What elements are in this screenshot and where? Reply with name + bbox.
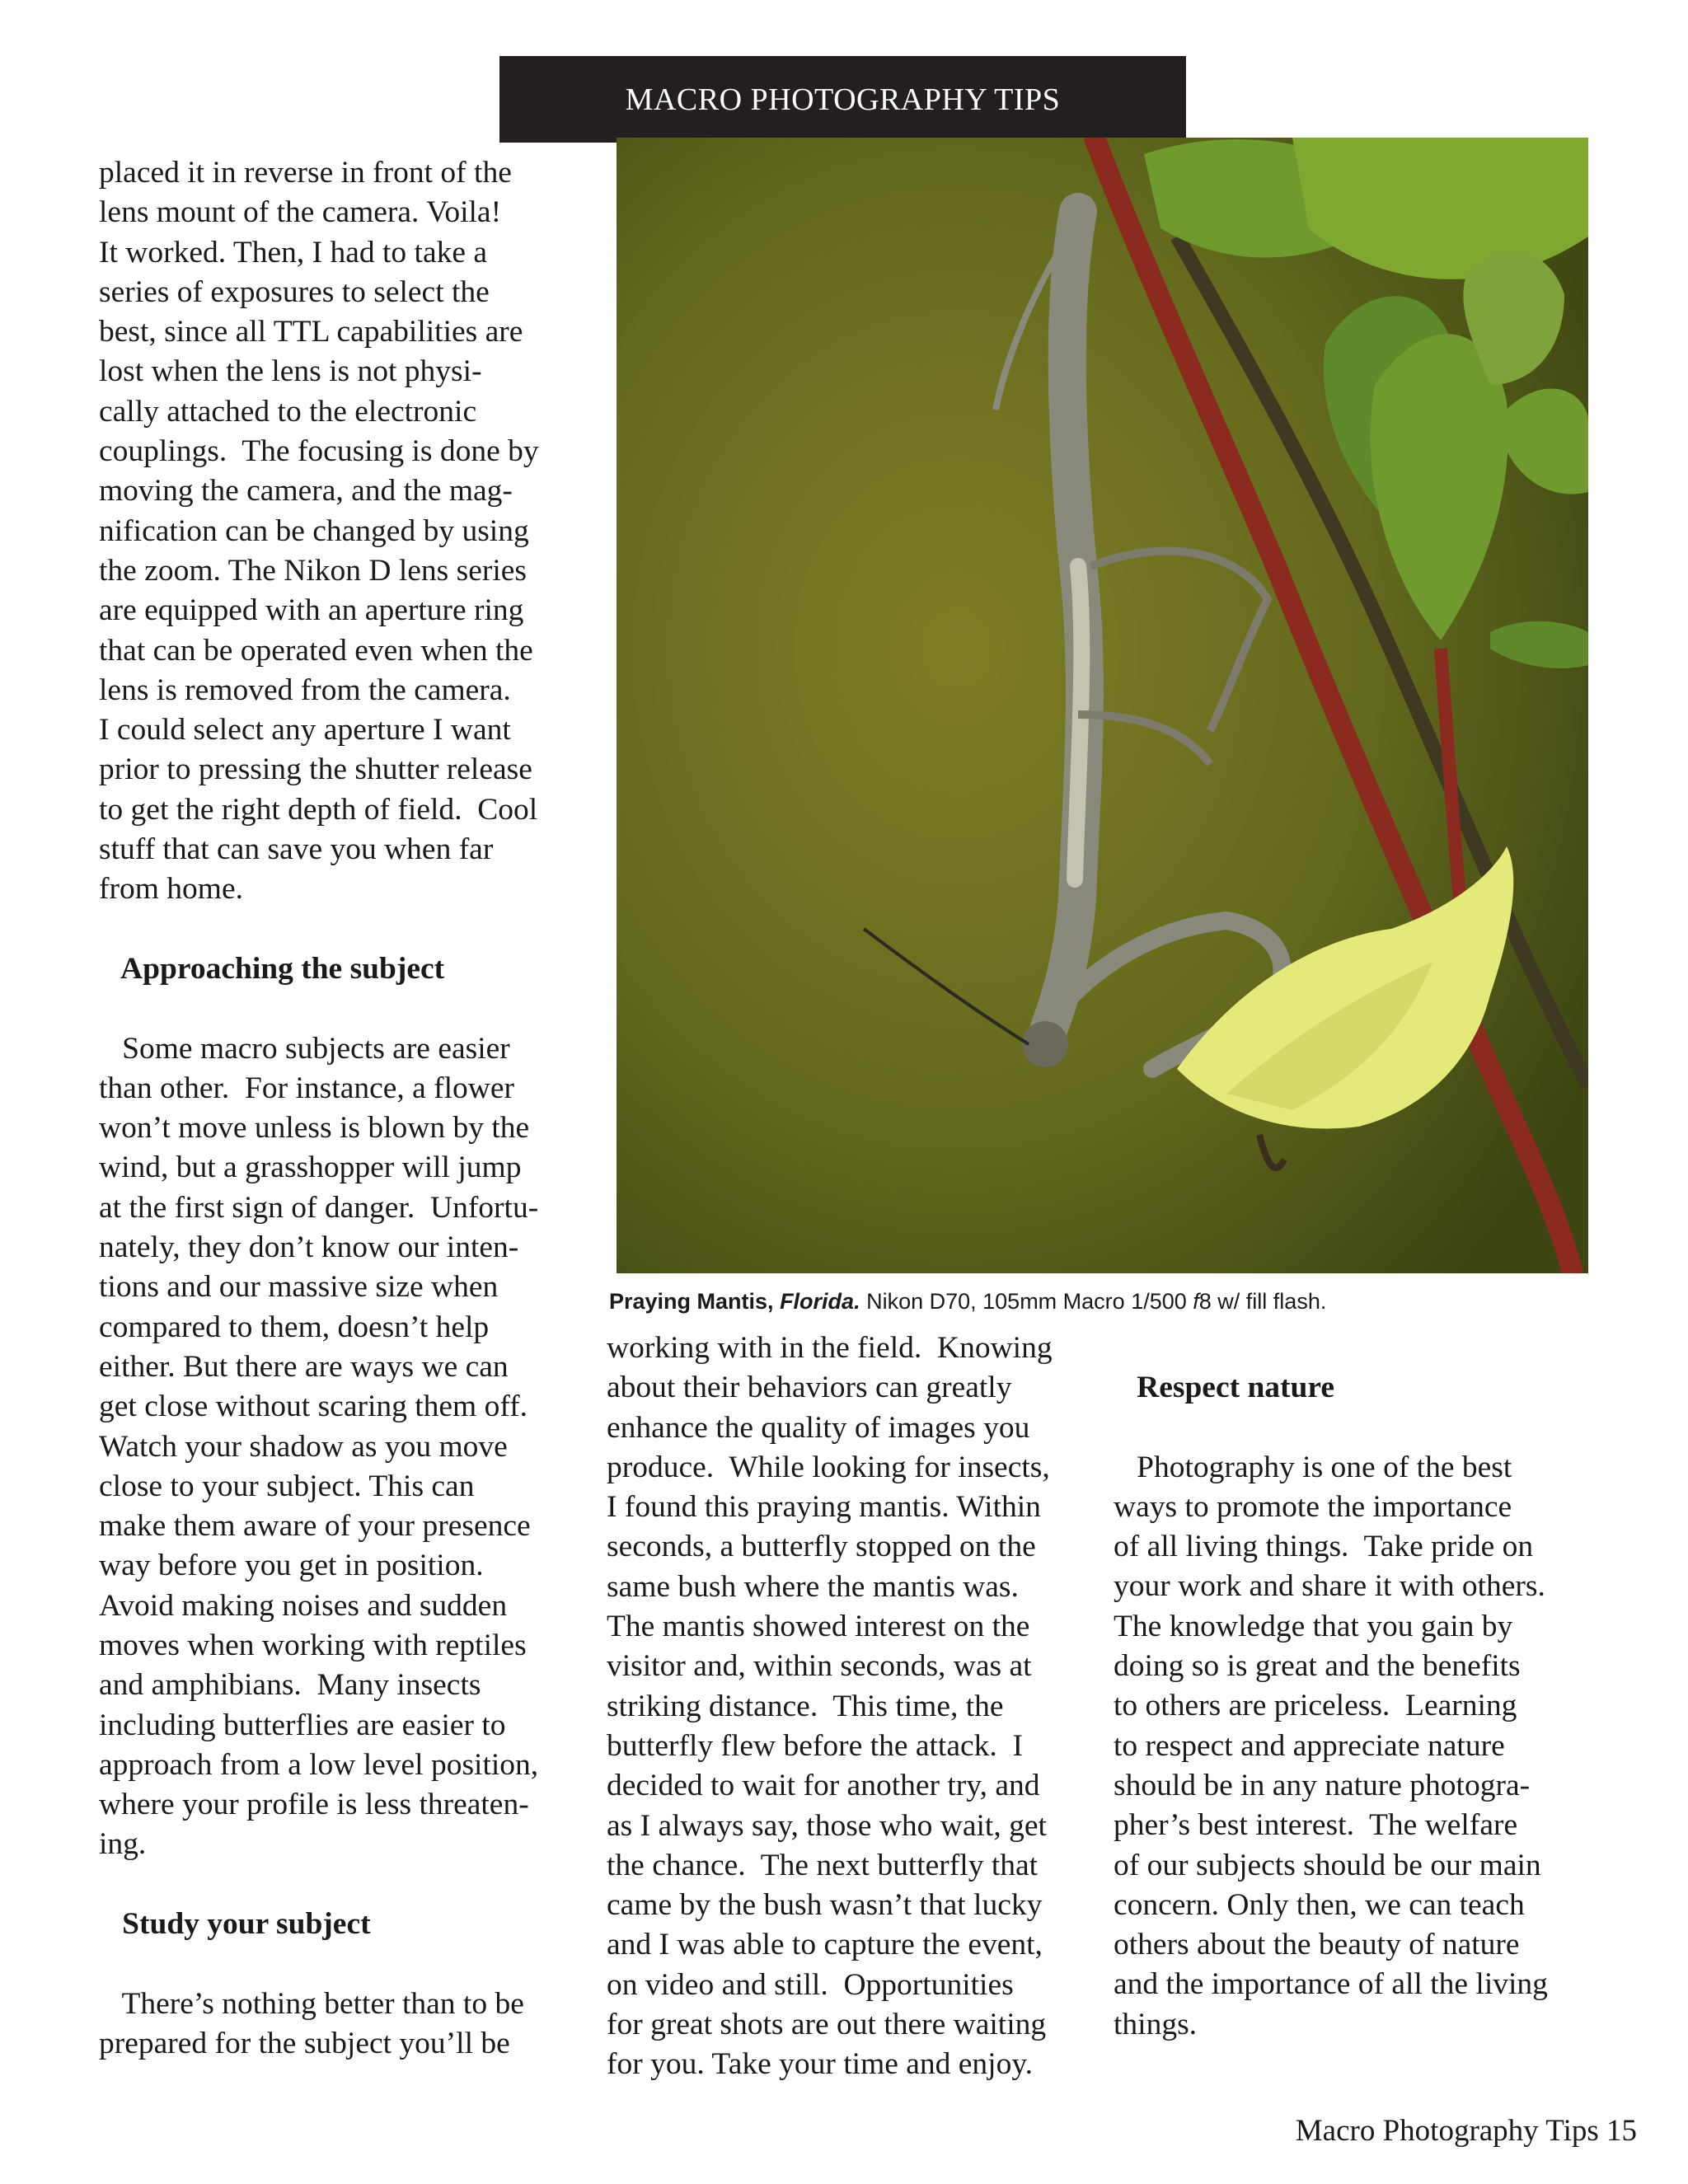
text-line: should be in any nature photogra- bbox=[1114, 1768, 1531, 1802]
text-line: came by the bush wasn’t that lucky bbox=[607, 1888, 1043, 1923]
text-line: for great shots are out there waiting bbox=[607, 2008, 1047, 2042]
text-line: things. bbox=[1114, 2007, 1198, 2041]
text-line: visitor and, within seconds, was at bbox=[607, 1649, 1032, 1684]
text-line: tions and our massive size when bbox=[99, 1270, 499, 1305]
text-line: prepared for the subject you’ll be bbox=[99, 2026, 510, 2060]
text-line: butterfly flew before the attack. I bbox=[607, 1728, 1023, 1763]
text-line: ing. bbox=[99, 1827, 147, 1862]
text-line: couplings. The focusing is done by bbox=[99, 434, 539, 469]
text-line: are equipped with an aperture ring bbox=[99, 593, 524, 628]
section-heading: Respect nature bbox=[1114, 1371, 1335, 1404]
text-line: the chance. The next butterfly that bbox=[607, 1848, 1039, 1882]
text-line: placed it in reverse in front of the bbox=[99, 156, 512, 190]
text-line: same bush where the mantis was. bbox=[607, 1569, 1019, 1604]
text-line: lost when the lens is not physi- bbox=[99, 354, 482, 389]
text-line: Watch your shadow as you move bbox=[99, 1429, 508, 1464]
text-line: stuff that can save you when far bbox=[99, 832, 494, 867]
text-line: others about the beauty of nature bbox=[1114, 1928, 1520, 1962]
caption-subject: Praying Mantis, bbox=[609, 1289, 774, 1314]
text-line: seconds, a butterfly stopped on the bbox=[607, 1530, 1036, 1564]
text-line: to respect and appreciate nature bbox=[1114, 1728, 1505, 1763]
text-line: There’s nothing better than to be bbox=[99, 1986, 524, 2021]
section-heading: Study your subject bbox=[99, 1907, 371, 1942]
text-line: Some macro subjects are easier bbox=[99, 1031, 510, 1066]
text-line: the zoom. The Nikon D lens series bbox=[99, 553, 527, 588]
text-line: series of exposures to select the bbox=[99, 274, 490, 309]
text-line: Avoid making noises and sudden bbox=[99, 1588, 508, 1623]
text-line: prior to pressing the shutter release bbox=[99, 752, 532, 787]
text-line: where your profile is less threaten- bbox=[99, 1788, 529, 1822]
text-line: your work and share it with others. bbox=[1114, 1569, 1545, 1604]
text-line: as I always say, those who wait, get bbox=[607, 1808, 1047, 1843]
text-line: I could select any aperture I want bbox=[99, 713, 511, 748]
text-line: to others are priceless. Learning bbox=[1114, 1689, 1517, 1723]
caption-details-b: 8 w/ fill flash. bbox=[1198, 1289, 1327, 1314]
text-line: pher’s best interest. The welfare bbox=[1114, 1808, 1518, 1843]
text-line: wind, but a grasshopper will jump bbox=[99, 1151, 522, 1185]
text-line: nification can be changed by using bbox=[99, 513, 529, 548]
text-line: The mantis showed interest on the bbox=[607, 1610, 1030, 1644]
text-line: working with in the field. Knowing bbox=[607, 1331, 1053, 1365]
text-line: at the first sign of danger. Unfortu- bbox=[99, 1190, 539, 1225]
photo-caption bbox=[609, 1287, 1598, 1315]
praying-mantis-illustration bbox=[617, 138, 1588, 1273]
text-line: striking distance. This time, the bbox=[607, 1689, 1004, 1723]
praying-mantis-photo bbox=[617, 138, 1588, 1273]
text-line: get close without scaring them off. bbox=[99, 1390, 528, 1424]
text-line: close to your subject. This can bbox=[99, 1469, 475, 1503]
text-line: approach from a low level position, bbox=[99, 1747, 539, 1782]
text-line: ways to promote the importance bbox=[1114, 1489, 1512, 1524]
text-line: lens mount of the camera. Voila! bbox=[99, 195, 502, 230]
text-line: concern. Only then, we can teach bbox=[1114, 1887, 1525, 1922]
text-line: moves when working with reptiles bbox=[99, 1628, 527, 1662]
text-line: including butterflies are easier to bbox=[99, 1708, 506, 1742]
text-line bbox=[99, 910, 539, 949]
text-line: Photography is one of the best bbox=[1114, 1450, 1512, 1484]
text-line: and the importance of all the living bbox=[1114, 1967, 1548, 2002]
text-line: make them aware of your presence bbox=[99, 1509, 531, 1544]
article-column-1 bbox=[99, 153, 539, 2064]
page-folio: Macro Photography Tips 15 bbox=[1295, 2114, 1637, 2148]
section-header-title: MACRO PHOTOGRAPHY TIPS bbox=[625, 82, 1061, 117]
text-line: on video and still. Opportunities bbox=[607, 1967, 1014, 2002]
text-line: produce. While looking for insects, bbox=[607, 1450, 1050, 1484]
text-line: and I was able to capture the event, bbox=[607, 1928, 1043, 1962]
text-line: compared to them, doesn’t help bbox=[99, 1310, 490, 1344]
text-line: way before you get in position. bbox=[99, 1549, 484, 1583]
text-line: to get the right depth of field. Cool bbox=[99, 792, 538, 827]
text-line: It worked. Then, I had to take a bbox=[99, 235, 488, 269]
text-line bbox=[99, 1944, 539, 1984]
text-line: lens is removed from the camera. bbox=[99, 673, 511, 707]
text-line: for you. Take your time and enjoy. bbox=[607, 2047, 1034, 2082]
text-line: won’t move unless is blown by the bbox=[99, 1111, 530, 1146]
text-line: from home. bbox=[99, 872, 243, 907]
text-line: moving the camera, and the mag- bbox=[99, 474, 513, 509]
text-line: best, since all TTL capabilities are bbox=[99, 315, 523, 349]
text-line: that can be operated even when the bbox=[99, 633, 533, 668]
text-line: decided to wait for another try, and bbox=[607, 1769, 1040, 1803]
text-line: nately, they don’t know our inten- bbox=[99, 1230, 519, 1265]
text-line: than other. For instance, a flower bbox=[99, 1071, 515, 1105]
text-line: of our subjects should be our main bbox=[1114, 1848, 1541, 1882]
text-line: of all living things. Take pride on bbox=[1114, 1530, 1534, 1564]
section-heading: Approaching the subject bbox=[99, 951, 445, 986]
text-line: and amphibians. Many insects bbox=[99, 1668, 481, 1703]
caption-fstop: f bbox=[1193, 1289, 1199, 1314]
caption-details-a: Nikon D70, 105mm Macro 1/500 bbox=[860, 1289, 1193, 1314]
caption-location: Florida. bbox=[780, 1289, 860, 1314]
text-line bbox=[1114, 1408, 1548, 1447]
text-line: either. But there are ways we can bbox=[99, 1349, 509, 1384]
text-line bbox=[99, 989, 539, 1029]
text-line: enhance the quality of images you bbox=[607, 1410, 1030, 1445]
section-header-band bbox=[499, 56, 1186, 143]
text-line: The knowledge that you gain by bbox=[1114, 1609, 1513, 1643]
text-line: about their behaviors can greatly bbox=[607, 1371, 1012, 1405]
text-line: doing so is great and the benefits bbox=[1114, 1649, 1521, 1684]
text-line bbox=[99, 1865, 539, 1905]
article-column-3 bbox=[1114, 1368, 1548, 2045]
article-column-2 bbox=[607, 1329, 1053, 2085]
text-line: cally attached to the electronic bbox=[99, 394, 477, 429]
text-line: I found this praying mantis. Within bbox=[607, 1490, 1041, 1525]
